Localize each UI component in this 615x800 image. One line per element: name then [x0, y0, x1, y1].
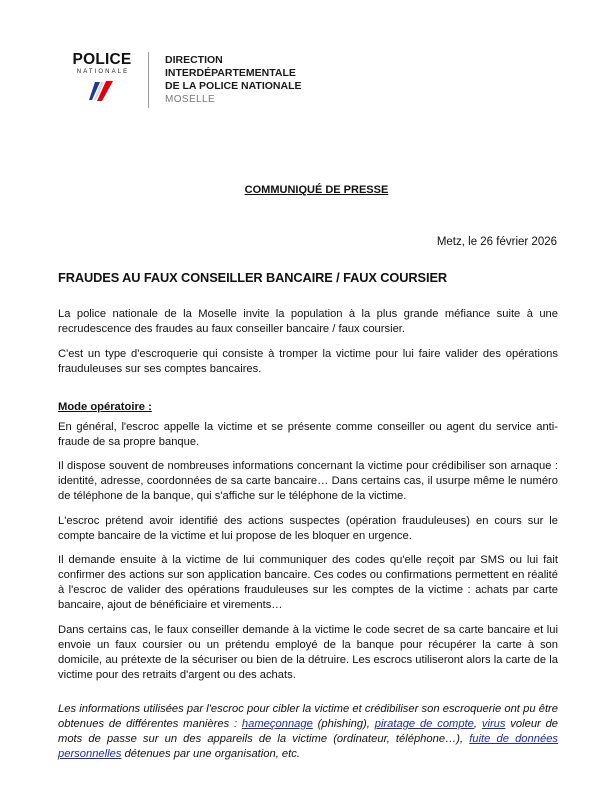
text-segment: (phishing), [312, 718, 375, 730]
paragraph-mode-2 [58, 459, 558, 504]
paragraph-text: L'escroc prétend avoir identifié des actions suspectes (opération frauduleuses) en cours sur le compte bancaire de la victime et lui propose de les bloquer en urgence. [58, 515, 558, 542]
mode-operatoire-heading [58, 400, 558, 415]
paragraph-text: Dans certains cas, le faux conseiller demande à la victime le code secret de sa carte bancaire et lui envoie un faux coursier ou un prétendu employé de la banque pour récupérer la carte à son domicile, au prétexte de la sécuriser ou bien de la détruire. Les escrocs utiliseront alors la carte de la victime pour des retraits d'argent ou des achats. [58, 624, 558, 681]
letterhead [68, 52, 302, 108]
paragraph-text: Il demande ensuite à la victime de lui communiquer des codes qu'elle reçoit par SMS ou lui fait confirmer des actions sur son application bancaire. Ces codes ou confirmations permettent en réalité à l'escroc de valider des opérations frauduleuses sur les comptes de la victime : achats par carte bancaire, ajout de bénéficiaire et virements… [58, 554, 558, 611]
link-piratage-de-compte[interactable]: piratage de compte [374, 718, 474, 730]
paragraph-definition [58, 347, 558, 377]
link-virus[interactable]: virus [481, 718, 506, 730]
direction-line-2: INTERDÉPARTEMENTALE [165, 67, 296, 79]
paragraph-information-sources [58, 702, 558, 762]
logo-nationale-text: NATIONALE [76, 69, 130, 75]
header-divider [148, 52, 149, 108]
police-nationale-logo [68, 52, 136, 103]
paragraph-mode-3 [58, 514, 558, 544]
link-hameconnage[interactable]: hameçonnage [241, 718, 313, 730]
paragraph-mode-5 [58, 623, 558, 683]
paragraph-text [58, 702, 558, 762]
section-heading: Mode opératoire : [58, 401, 152, 413]
paragraph-text: Il dispose souvent de nombreuses informations concernant la victime pour crédibiliser son arnaque : identité, adresse, coordonnées de sa carte bancaire… Dans certains cas, il usurpe même le numéro de téléphone de la banque, qui s'affiche sur le téléphone de la victime. [58, 460, 558, 502]
direction-line-1: DIRECTION [165, 54, 223, 66]
tricolor-flag-icon [87, 79, 117, 103]
paragraph-text: En général, l'escroc appelle la victime et se présente comme conseiller ou agent du service anti-fraude de sa propre banque. [58, 421, 558, 448]
document-title: FRAUDES AU FAUX CONSEILLER BANCAIRE / FAUX COURSIER [58, 270, 448, 285]
text-segment: détenues par une organisation, etc. [121, 748, 300, 760]
paragraph-text: La police nationale de la Moselle invite la population à la plus grande méfiance suite à une recrudescence des fraudes au faux conseiller bancaire / faux coursier. [58, 308, 558, 335]
direction-line-3: DE LA POLICE NATIONALE [165, 80, 302, 92]
link-fuite-de-donnees[interactable]: fuite de données personnelles [58, 733, 559, 760]
direction-block [165, 54, 302, 106]
press-release-heading: COMMUNIQUÉ DE PRESSE [244, 184, 389, 196]
document-date: Metz, le 26 février 2026 [436, 236, 557, 248]
paragraph-mode-1 [58, 420, 558, 450]
text-segment: Les informations utilisées par l'escroc pour cibler la victime et crédibiliser son escroquerie ont pu être obtenues de différentes manières : [58, 703, 558, 730]
text-segment: voleur de mots de passe sur un des appareils de la victime (ordinateur, téléphone…), [58, 718, 559, 745]
paragraph-mode-4 [58, 553, 558, 613]
logo-police-text: POLICE [72, 51, 132, 68]
paragraph-text: C'est un type d'escroquerie qui consiste à tromper la victime pour lui faire valider des opérations frauduleuses sur ses comptes bancaires. [58, 348, 558, 375]
paragraph-intro [58, 307, 558, 337]
direction-moselle: MOSELLE [165, 94, 216, 105]
text-segment: , [473, 718, 482, 730]
